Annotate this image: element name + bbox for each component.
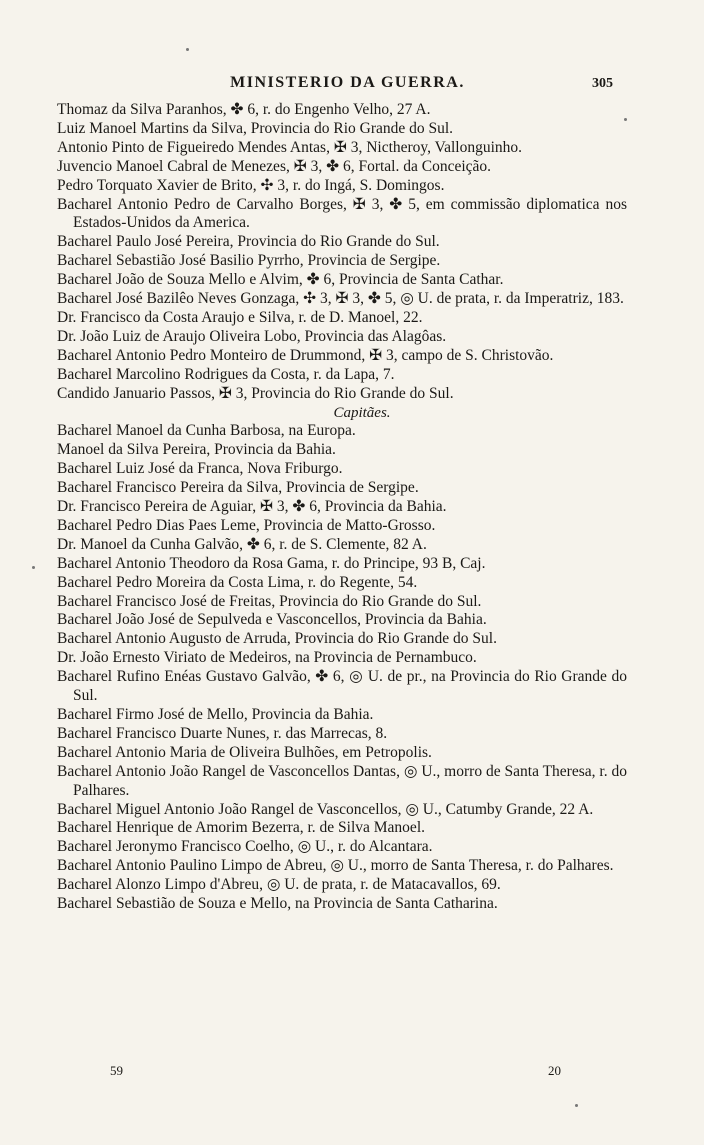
list-item: Dr. João Ernesto Viriato de Medeiros, na Provincia de Pernambuco. [57, 649, 477, 667]
list-item: Dr. Francisco da Costa Araujo e Silva, r. de D. Manoel, 22. [57, 308, 423, 326]
list-item: Antonio Pinto de Figueiredo Mendes Antas, ✠ 3, Nictheroy, Vallonguinho. [57, 138, 523, 156]
list-item: Bacharel Francisco José de Freitas, Provincia do Rio Grande do Sul. [57, 592, 482, 610]
list-item: Bacharel Antonio Augusto de Arruda, Provincia do Rio Grande do Sul. [57, 630, 497, 648]
page-number: 305 [592, 76, 613, 91]
list-item: Dr. Manoel da Cunha Galvão, ✤ 6, r. de S. Clemente, 82 A. [57, 535, 427, 553]
list-item: Manoel da Silva Pereira, Provincia da Bahia. [57, 441, 336, 459]
section-heading-capitaes: Capitães. [333, 404, 391, 421]
list-item: Luiz Manoel Martins da Silva, Provincia do Rio Grande do Sul. [57, 119, 454, 137]
list-item: Bacharel Antonio Maria de Oliveira Bulhões, em Petropolis. [57, 743, 432, 761]
list-item: Bacharel Luiz José da Franca, Nova Friburgo. [57, 460, 343, 478]
list-item: Bacharel Manoel da Cunha Barbosa, na Europa. [57, 422, 356, 440]
list-item: Bacharel José Bazilêo Neves Gonzaga, ✣ 3, ✠ 3, ✤ 5, ◎ U. de prata, r. da Imperatriz, 183. [57, 290, 624, 308]
list-item: Bacharel Paulo José Pereira, Provincia do Rio Grande do Sul. [57, 233, 440, 251]
speck-mark [575, 1104, 578, 1107]
list-item: Bacharel Francisco Pereira da Silva, Provincia de Sergipe. [57, 479, 419, 497]
list-item: Bacharel Alonzo Limpo d'Abreu, ◎ U. de prata, r. de Matacavallos, 69. [57, 876, 501, 894]
list-item: Bacharel Rufino Enéas Gustavo Galvão, ✤ 6, ◎ U. de pr., na Provincia do Rio Grande do Sul. [57, 668, 627, 705]
list-item: Bacharel João de Souza Mello e Alvim, ✤ 6, Provincia de Santa Cathar. [57, 271, 504, 289]
list-item: Bacharel Antonio Pedro Monteiro de Drummond, ✠ 3, campo de S. Christovão. [57, 346, 554, 364]
list-item: Bacharel Henrique de Amorim Bezerra, r. de Silva Manoel. [57, 819, 425, 837]
page-title: MINISTERIO DA GUERRA. [230, 74, 465, 91]
page-footer [0, 1063, 704, 1085]
sheet-number: 20 [548, 1063, 561, 1078]
list-item: Candido Januario Passos, ✠ 3, Provincia do Rio Grande do Sul. [57, 384, 454, 402]
list-item: Bacharel Pedro Moreira da Costa Lima, r. do Regente, 54. [57, 573, 418, 591]
list-item: Dr. Francisco Pereira de Aguiar, ✠ 3, ✤ 6, Provincia da Bahia. [57, 498, 447, 516]
list-item: Dr. João Luiz de Araujo Oliveira Lobo, Provincia das Alagôas. [57, 327, 447, 345]
list-item: Bacharel Antonio Paulino Limpo de Abreu, ◎ U., morro de Santa Theresa, r. do Palhares. [57, 857, 614, 875]
list-item: Bacharel Pedro Dias Paes Leme, Provincia de Matto-Grosso. [57, 516, 436, 534]
list-item: Thomaz da Silva Paranhos, ✤ 6, r. do Engenho Velho, 27 A. [57, 101, 431, 118]
list-item: Bacharel Sebastião José Basilio Pyrrho, Provincia de Sergipe. [57, 252, 441, 270]
list-item: Pedro Torquato Xavier de Brito, ✣ 3, r. do Ingá, S. Domingos. [57, 176, 445, 194]
list-item: Bacharel João José de Sepulveda e Vasconcellos, Provincia da Bahia. [57, 611, 487, 629]
list-item: Bacharel Antonio Pedro de Carvalho Borges, ✠ 3, ✤ 5, em commissão diplomatica nos Estados-Unidos da America. [57, 195, 627, 232]
signature-number: 59 [110, 1063, 123, 1078]
list-item: Juvencio Manoel Cabral de Menezes, ✠ 3, ✤ 6, Fortal. da Conceição. [57, 157, 492, 175]
list-item: Bacharel Antonio João Rangel de Vasconcellos Dantas, ◎ U., morro de Santa Theresa, r. do Palhares. [57, 762, 627, 799]
list-item: Bacharel Antonio Theodoro da Rosa Gama, r. do Principe, 93 B, Caj. [57, 554, 486, 572]
list-item: Bacharel Jeronymo Francisco Coelho, ◎ U., r. do Alcantara. [57, 838, 433, 856]
list-item: Bacharel Firmo José de Mello, Provincia da Bahia. [57, 706, 374, 723]
speck-mark [32, 566, 35, 569]
roster-list [57, 101, 627, 914]
list-item: Bacharel Francisco Duarte Nunes, r. das Marrecas, 8. [57, 724, 388, 742]
list-item: Bacharel Marcolino Rodrigues da Costa, r. da Lapa, 7. [57, 365, 395, 383]
speck-mark [186, 48, 189, 51]
running-header [0, 74, 704, 100]
list-item: Bacharel Sebastião de Souza e Mello, na Provincia de Santa Catharina. [57, 895, 498, 913]
list-item: Bacharel Miguel Antonio João Rangel de Vasconcellos, ◎ U., Catumby Grande, 22 A. [57, 800, 594, 818]
